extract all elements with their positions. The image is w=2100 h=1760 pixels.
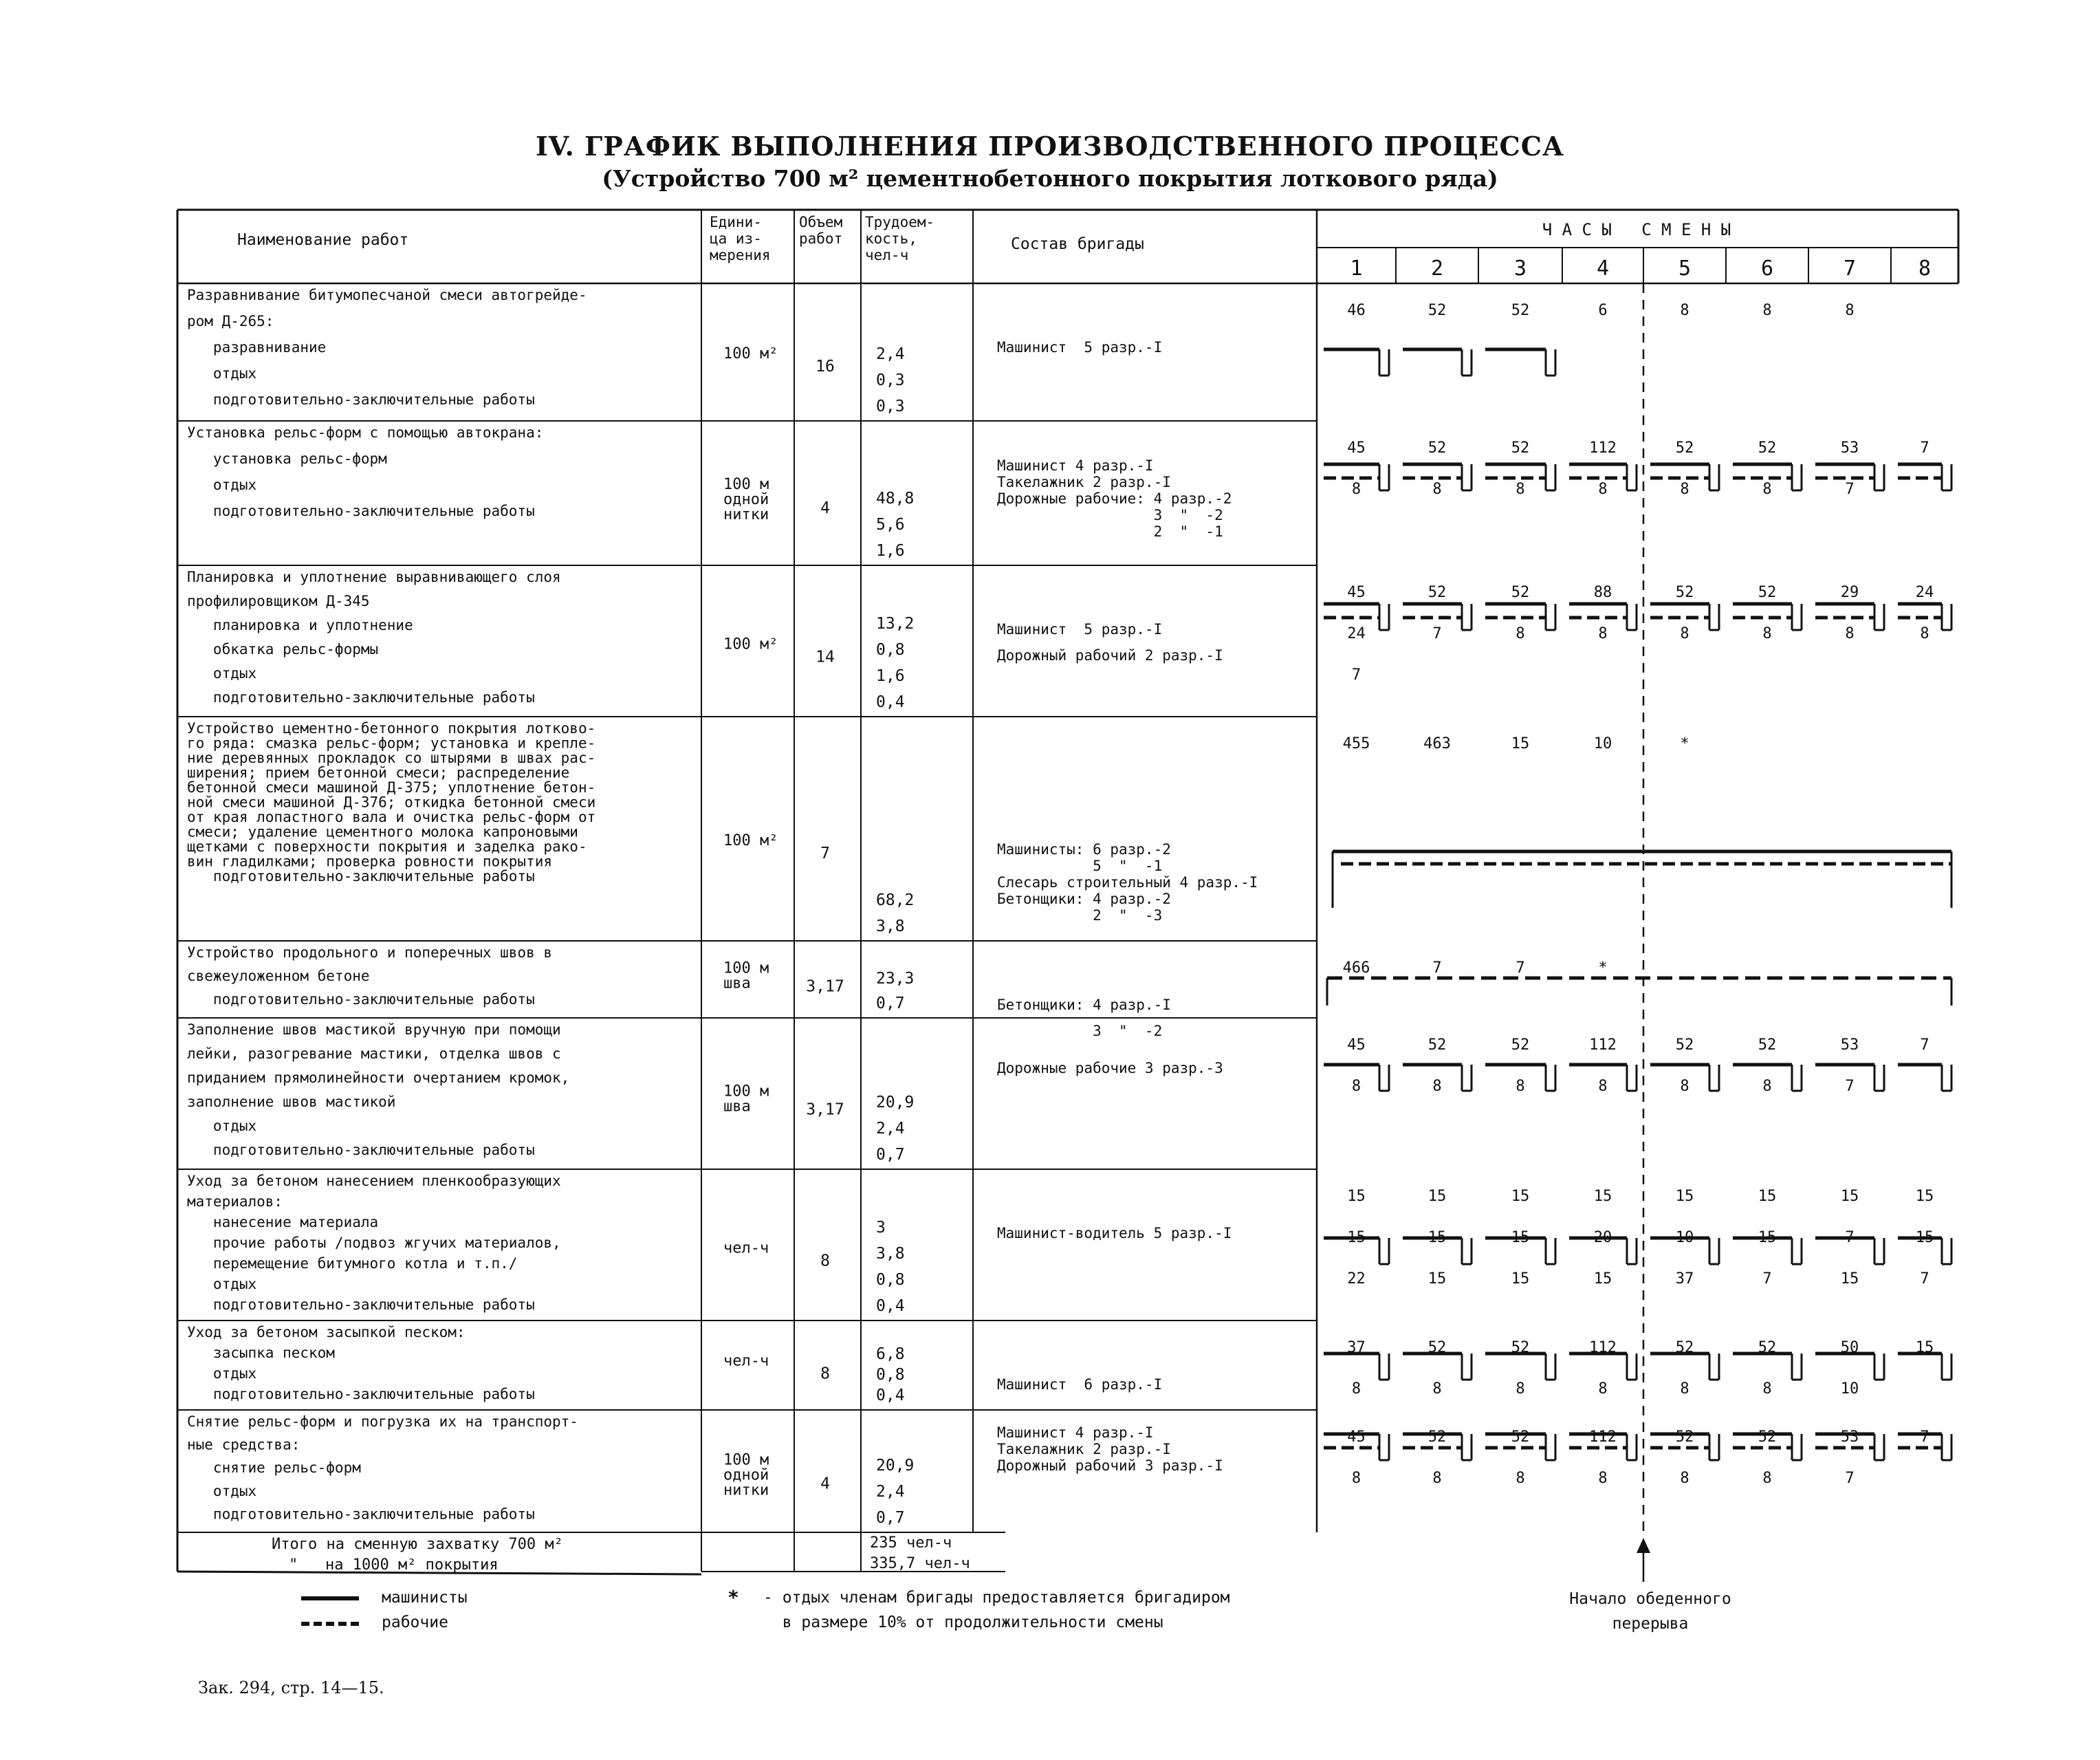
crew-line: Такелажник 2 разр.-I: [997, 1441, 1171, 1457]
gantt-row-7: [1324, 1354, 1951, 1380]
crew-line: 3 " -2: [997, 1023, 1163, 1039]
unit-value: одной: [723, 491, 769, 509]
gantt-label: 8: [1598, 1380, 1608, 1398]
labor-value: 1,6: [876, 542, 905, 560]
work-name-line: Устройство цементно-бетонного покрытия лотково-: [187, 720, 596, 737]
gantt-row-0: [1324, 349, 1555, 376]
gantt-label: 52: [1428, 584, 1447, 601]
header-name: Наименование работ: [237, 231, 409, 249]
work-name-line: отдых: [187, 665, 257, 682]
work-name-line: подготовительно-заключительные работы: [187, 868, 535, 884]
gantt-label: 10: [1840, 1380, 1859, 1398]
gantt-label: 52: [1511, 584, 1530, 601]
gantt-label: 45: [1347, 1036, 1366, 1054]
gantt-label: 52: [1675, 1428, 1694, 1446]
hour-number: 1: [1350, 257, 1363, 281]
gantt-label: 455: [1342, 735, 1370, 752]
hour-number: 4: [1596, 257, 1610, 281]
gantt-label: 7: [1920, 1270, 1929, 1288]
labor-value: 0,3: [876, 371, 905, 389]
gantt-label: 8: [1920, 625, 1929, 642]
labor-value: 0,4: [876, 1297, 905, 1315]
labor-value: 0,8: [876, 1366, 905, 1384]
gantt-label: 52: [1428, 1339, 1447, 1356]
gantt-label: 52: [1511, 1339, 1530, 1356]
work-name-line: отдых: [187, 1276, 257, 1292]
work-name-line: Снятие рельс-форм и погрузка их на транспорт-: [187, 1413, 578, 1430]
gantt-label: *: [1598, 959, 1608, 977]
labor-value: 0,3: [876, 398, 905, 415]
gantt-label: 8: [1845, 625, 1855, 642]
volume-value: 3,17: [806, 977, 844, 996]
legend-machinists-line: [301, 1596, 359, 1600]
gantt-row-1: [1324, 464, 1951, 490]
gantt-label: 15: [1511, 1270, 1530, 1288]
gantt-label: 8: [1680, 481, 1689, 498]
gantt-row-3: [1333, 851, 1951, 908]
crew-line: Дорожные рабочие 3 разр.-3: [997, 1060, 1223, 1076]
gantt-label: 7: [1845, 481, 1855, 498]
gantt-label: 8: [1598, 481, 1608, 498]
labor-value: 20,9: [876, 1457, 915, 1475]
gantt-label: 15: [1915, 1339, 1934, 1356]
gantt-label: 22: [1347, 1270, 1366, 1288]
labor-value: 0,8: [876, 641, 905, 659]
gantt-label: 8: [1762, 1380, 1772, 1398]
work-name-line: ром Д-265:: [187, 313, 274, 329]
header-unit: ца из-: [710, 230, 762, 247]
gantt-charts: [1324, 283, 1951, 1582]
unit-value: шва: [723, 975, 751, 992]
gantt-row-2: [1324, 604, 1951, 630]
gantt-label: 112: [1589, 1428, 1617, 1446]
work-name-line: смеси; удаление цементного молока капроновыми: [187, 823, 578, 840]
work-name-line: подготовительно-заключительные работы: [187, 991, 535, 1008]
crew-line: Машинист 6 разр.-I: [997, 1376, 1163, 1393]
crew-line: 2 " -3: [997, 907, 1163, 924]
crew-line: Машинист-водитель 5 разр.-I: [997, 1225, 1232, 1241]
labor-value: 48,8: [876, 490, 915, 508]
gantt-label: 15: [1511, 735, 1530, 752]
gantt-label: 15: [1511, 1229, 1530, 1246]
labor-value: 68,2: [876, 891, 915, 909]
work-name-line: нанесение материала: [187, 1214, 379, 1230]
work-name-line: подготовительно-заключительные работы: [187, 689, 535, 706]
gantt-label: 112: [1589, 1339, 1617, 1356]
gantt-label: 8: [1351, 481, 1361, 498]
labor-value: 6,8: [876, 1345, 905, 1363]
volume-value: 3,17: [806, 1100, 844, 1119]
footnote-mark: *: [728, 1586, 739, 1609]
gantt-label: 15: [1840, 1270, 1859, 1288]
gantt-label: 20: [1593, 1229, 1612, 1246]
gantt-label: 463: [1423, 735, 1451, 752]
gantt-label: 15: [1428, 1270, 1447, 1288]
gantt-label: 15: [1428, 1229, 1447, 1246]
gantt-label: 45: [1347, 584, 1366, 601]
volume-value: 7: [820, 845, 830, 863]
gantt-label: 15: [1758, 1188, 1777, 1205]
gantt-label: 24: [1915, 584, 1934, 601]
work-name-line: ные средства:: [187, 1436, 300, 1453]
labor-value: 0,7: [876, 995, 905, 1012]
total-line-2: " на 1000 м² покрытия: [289, 1556, 499, 1574]
gantt-label: 7: [1920, 439, 1929, 457]
work-name-line: бетонной смеси машиной Д-375; уплотнение бетон-: [187, 779, 596, 796]
labor-value: 13,2: [876, 615, 915, 633]
legend-workers-label: рабочие: [382, 1614, 448, 1631]
gantt-label: 8: [1432, 481, 1442, 498]
labor-value: 1,6: [876, 667, 905, 685]
work-name-line: Устройство продольного и поперечных швов в: [187, 944, 553, 961]
unit-value: 100 м: [723, 959, 769, 977]
unit-value: чел-ч: [723, 1239, 769, 1257]
gantt-label: 52: [1675, 584, 1694, 601]
gantt-label: 8: [1762, 481, 1772, 498]
header-volume: работ: [799, 230, 843, 247]
work-name-line: ние деревянных прокладок со штырями в швах рас-: [187, 750, 596, 766]
unit-value: нитки: [723, 506, 769, 524]
gantt-label: *: [1680, 735, 1689, 752]
crew-line: Машинист 4 разр.-I: [997, 1424, 1154, 1441]
work-name-line: заполнение швов мастикой: [187, 1094, 396, 1110]
crew-line: 2 " -1: [997, 523, 1223, 540]
footnote-line-2: в размере 10% от продолжительности смены: [763, 1614, 1163, 1631]
total-value-1: 235 чел-ч: [870, 1534, 952, 1552]
work-name-line: подготовительно-заключительные работы: [187, 1296, 535, 1313]
labor-value: 2,4: [876, 1483, 905, 1501]
crew-line: Машинисты: 6 разр.-2: [997, 841, 1171, 858]
gantt-label: 15: [1593, 1188, 1612, 1205]
gantt-label: 88: [1593, 584, 1612, 601]
gantt-label: 45: [1347, 439, 1366, 457]
gantt-label: 7: [1845, 1470, 1855, 1487]
unit-value: 100 м²: [723, 832, 778, 850]
crew-line: Машинист 5 разр.-I: [997, 339, 1163, 356]
gantt-label: 53: [1840, 1036, 1859, 1054]
gantt-label: 52: [1758, 439, 1777, 457]
work-name-line: засыпка песком: [187, 1345, 335, 1361]
gantt-label: 8: [1680, 1380, 1689, 1398]
gantt-label: 45: [1347, 1428, 1366, 1446]
gantt-label: 37: [1347, 1339, 1366, 1356]
gantt-row-4: [1327, 978, 1951, 1006]
gantt-label: 52: [1758, 1428, 1777, 1446]
work-name-line: перемещение битумного котла и т.п./: [187, 1255, 518, 1272]
gantt-label: 7: [1432, 959, 1442, 977]
labor-value: 3,8: [876, 1245, 905, 1263]
hour-number: 3: [1513, 257, 1527, 281]
total-line-1: Итого на сменную захватку 700 м²: [272, 1536, 563, 1553]
lunch-note-line-1: Начало обеденного: [1569, 1590, 1731, 1608]
header-unit: мерения: [710, 247, 771, 263]
gantt-label: 24: [1347, 625, 1366, 642]
work-name-line: от края лопастного вала и очистка рельс-форм от: [187, 809, 596, 825]
crew-line: Дорожный рабочий 2 разр.-I: [997, 647, 1223, 664]
gantt-label: 8: [1432, 1078, 1442, 1095]
table-text: [187, 214, 1931, 1574]
work-name-line: вин гладилками; проверка ровности покрытия: [187, 853, 553, 870]
crew-line: Такелажник 2 разр.-I: [997, 474, 1171, 490]
gantt-label: 7: [1920, 1036, 1929, 1054]
volume-value: 8: [820, 1365, 830, 1383]
work-name-line: подготовительно-заключительные работы: [187, 503, 535, 519]
work-name-line: профилировщиком Д-345: [187, 593, 370, 609]
gantt-label: 15: [1758, 1229, 1777, 1246]
gantt-row-5: [1324, 1065, 1951, 1091]
gantt-label: 8: [1762, 1078, 1772, 1095]
crew-line: 3 " -2: [997, 507, 1223, 523]
gantt-label: 6: [1598, 302, 1608, 319]
work-name-line: ной смеси машиной Д-376; откидка бетонной смеси: [187, 794, 596, 811]
gantt-label: 15: [1675, 1188, 1694, 1205]
gantt-label: 8: [1432, 1470, 1442, 1487]
work-name-line: го ряда: смазка рельс-форм; установка и крепле-: [187, 735, 596, 752]
legend-machinists-label: машинисты: [382, 1589, 468, 1607]
gantt-label: 52: [1511, 302, 1530, 319]
gantt-label: 52: [1511, 439, 1530, 457]
gantt-label: 8: [1516, 1380, 1525, 1398]
work-name-line: разравнивание: [187, 339, 327, 356]
gantt-label: 8: [1598, 1470, 1608, 1487]
gantt-label: 37: [1675, 1270, 1694, 1288]
unit-value: 100 м²: [723, 345, 778, 362]
gantt-label: 15: [1347, 1229, 1366, 1246]
gantt-label: 466: [1342, 959, 1370, 977]
work-name-line: отдых: [187, 1482, 257, 1499]
work-name-line: установка рельс-форм: [187, 450, 387, 467]
gantt-label: 52: [1675, 439, 1694, 457]
total-value-2: 335,7 чел-ч: [870, 1555, 970, 1572]
gantt-label: 7: [1762, 1270, 1772, 1288]
hour-number: 8: [1918, 257, 1932, 281]
gantt-label: 15: [1915, 1229, 1934, 1246]
volume-value: 4: [820, 499, 830, 518]
gantt-label: 15: [1915, 1188, 1934, 1205]
gantt-label: 15: [1593, 1270, 1612, 1288]
work-name-line: ширения; прием бетонной смеси; распределение: [187, 764, 570, 781]
gantt-label: 8: [1516, 1078, 1525, 1095]
gantt-label: 112: [1589, 1036, 1617, 1054]
gantt-label: 7: [1845, 1229, 1855, 1246]
crew-line: Бетонщики: 4 разр.-2: [997, 891, 1171, 907]
work-name-line: отдых: [187, 365, 257, 382]
gantt-label: 8: [1762, 302, 1772, 319]
crew-line: Дорожный рабочий 3 разр.-I: [997, 1457, 1223, 1474]
hour-number: 2: [1430, 257, 1444, 281]
gantt-label: 15: [1511, 1188, 1530, 1205]
crew-line: 5 " -1: [997, 858, 1163, 874]
gantt-label: 8: [1516, 625, 1525, 642]
labor-value: 3,8: [876, 917, 905, 935]
gantt-label: 52: [1758, 1339, 1777, 1356]
gantt-label: 8: [1680, 1470, 1689, 1487]
lunch-note-line-2: перерыва: [1612, 1615, 1689, 1633]
gantt-label: 52: [1758, 584, 1777, 601]
footnote-line-1: - отдых членам бригады предоставляется бригадиром: [763, 1589, 1230, 1607]
gantt-label: 52: [1675, 1339, 1694, 1356]
gantt-label: 7: [1845, 1078, 1855, 1095]
gantt-label: 46: [1347, 302, 1366, 319]
volume-value: 4: [820, 1475, 830, 1493]
header-unit: Едини-: [710, 214, 762, 230]
unit-value: 100 м: [723, 1083, 769, 1100]
page-title: IV. ГРАФИК ВЫПОЛНЕНИЯ ПРОИЗВОДСТВЕННОГО ПРОЦЕССА: [535, 131, 1564, 162]
unit-value: одной: [723, 1466, 769, 1484]
work-name-line: Уход за бетоном засыпкой песком:: [187, 1324, 466, 1340]
unit-value: 100 м: [723, 476, 769, 494]
gantt-label: 52: [1511, 1036, 1530, 1054]
gantt-label: 8: [1432, 1380, 1442, 1398]
unit-value: нитки: [723, 1481, 769, 1499]
order-note: Зак. 294, стр. 14—15.: [198, 1678, 384, 1697]
gantt-label: 50: [1840, 1339, 1859, 1356]
gantt-label: 8: [1351, 1470, 1361, 1487]
hour-number: 7: [1843, 257, 1857, 281]
header-volume: Объем: [799, 214, 843, 230]
gantt-label: 52: [1428, 1428, 1447, 1446]
work-name-line: щетками с поверхности покрытия и заделка рако-: [187, 838, 587, 855]
labor-value: 20,9: [876, 1094, 915, 1111]
crew-line: Слесарь строительный 4 разр.-I: [997, 874, 1258, 891]
labor-value: 3: [876, 1219, 886, 1237]
gantt-label: 8: [1762, 625, 1772, 642]
gantt-row-6: [1324, 1238, 1951, 1264]
gantt-label: 8: [1351, 1380, 1361, 1398]
gantt-label: 8: [1598, 1078, 1608, 1095]
header-labor: Трудоем-: [865, 214, 935, 230]
work-name-line: приданием прямолинейности очертанием кромок,: [187, 1069, 570, 1086]
work-name-line: отдых: [187, 1365, 257, 1382]
gantt-label: 52: [1758, 1036, 1777, 1054]
labor-value: 5,6: [876, 516, 905, 534]
legend-workers-line: [301, 1622, 359, 1626]
crew-line: Машинист 4 разр.-I: [997, 457, 1154, 474]
gantt-label: 7: [1351, 666, 1361, 684]
work-name-line: отдых: [187, 1118, 257, 1134]
unit-value: 100 м²: [723, 635, 778, 653]
gantt-label: 8: [1516, 1470, 1525, 1487]
gantt-label: 8: [1680, 625, 1689, 642]
gantt-label: 10: [1593, 735, 1612, 752]
header-labor: кость,: [865, 230, 917, 247]
gantt-label: 7: [1516, 959, 1525, 977]
volume-value: 8: [820, 1252, 830, 1270]
gantt-label: 52: [1428, 302, 1447, 319]
crew-line: Бетонщики: 4 разр.-I: [997, 997, 1171, 1013]
work-name-line: прочие работы /подвоз жгучих материалов,: [187, 1235, 561, 1251]
unit-value: 100 м: [723, 1451, 769, 1469]
header-crew: Состав бригады: [1011, 235, 1144, 253]
header-labor: чел-ч: [865, 247, 909, 263]
work-name-line: материалов:: [187, 1193, 283, 1210]
labor-value: 0,8: [876, 1271, 905, 1289]
labor-value: 23,3: [876, 970, 915, 988]
gantt-label: 10: [1675, 1229, 1694, 1246]
work-name-line: лейки, разогревание мастики, отделка швов с: [187, 1045, 561, 1062]
hour-number: 6: [1760, 257, 1774, 281]
gantt-label: 15: [1428, 1188, 1447, 1205]
volume-value: 14: [816, 648, 835, 666]
gantt-label: 112: [1589, 439, 1617, 457]
work-name-line: свежеуложенном бетоне: [187, 968, 370, 984]
gantt-label: 8: [1845, 302, 1855, 319]
header-hours: Ч А С Ы С М Е Н Ы: [1542, 220, 1731, 239]
gantt-label: 8: [1516, 481, 1525, 498]
labor-value: 0,7: [876, 1509, 905, 1527]
gantt-label: 15: [1840, 1188, 1859, 1205]
work-name-line: подготовительно-заключительные работы: [187, 1142, 535, 1158]
gantt-label: 52: [1428, 439, 1447, 457]
gantt-label: 52: [1428, 1036, 1447, 1054]
labor-value: 0,7: [876, 1146, 905, 1164]
work-name-line: обкатка рельс-формы: [187, 641, 379, 658]
work-name-line: подготовительно-заключительные работы: [187, 1386, 535, 1402]
crew-line: Дорожные рабочие: 4 разр.-2: [997, 490, 1232, 507]
work-name-line: подготовительно-заключительные работы: [187, 1506, 535, 1523]
work-name-line: Заполнение швов мастикой вручную при помощи: [187, 1021, 561, 1038]
page-subtitle: (Устройство 700 м² цементнобетонного покрытия лоткового ряда): [602, 165, 1498, 192]
lunch-arrow-head: [1637, 1538, 1650, 1553]
work-name-line: Уход за бетоном нанесением пленкообразующих: [187, 1173, 561, 1189]
gantt-label: 53: [1840, 439, 1859, 457]
gantt-label: 8: [1762, 1470, 1772, 1487]
gantt-label: 15: [1347, 1188, 1366, 1205]
labor-value: 0,4: [876, 1387, 905, 1404]
work-name-line: снятие рельс-форм: [187, 1459, 361, 1477]
hour-number: 5: [1678, 257, 1692, 281]
unit-value: шва: [723, 1098, 751, 1116]
gantt-label: 8: [1680, 302, 1689, 319]
gantt-label: 52: [1511, 1428, 1530, 1446]
gantt-label: 52: [1675, 1036, 1694, 1054]
gantt-label: 29: [1840, 584, 1859, 601]
work-name-line: планировка и уплотнение: [187, 617, 413, 633]
gantt-label: 53: [1840, 1428, 1859, 1446]
work-name-line: Установка рельс-форм с помощью автокрана:: [187, 424, 544, 441]
labor-value: 2,4: [876, 1120, 905, 1138]
gantt-label: 8: [1680, 1078, 1689, 1095]
labor-value: 0,4: [876, 693, 905, 711]
gantt-label: 7: [1432, 625, 1442, 642]
work-name-line: Планировка и уплотнение выравнивающего слоя: [187, 569, 561, 585]
gantt-label: 8: [1598, 625, 1608, 642]
labor-value: 2,4: [876, 345, 905, 363]
gantt-label: 8: [1351, 1078, 1361, 1095]
work-name-line: подготовительно-заключительные работы: [187, 391, 535, 408]
work-name-line: отдых: [187, 477, 257, 493]
work-name-line: Разравнивание битумопесчаной смеси автогрейде-: [187, 287, 587, 303]
unit-value: чел-ч: [723, 1352, 769, 1370]
gantt-label: 7: [1920, 1428, 1929, 1446]
crew-line: Машинист 5 разр.-I: [997, 621, 1163, 638]
volume-value: 16: [816, 358, 835, 376]
